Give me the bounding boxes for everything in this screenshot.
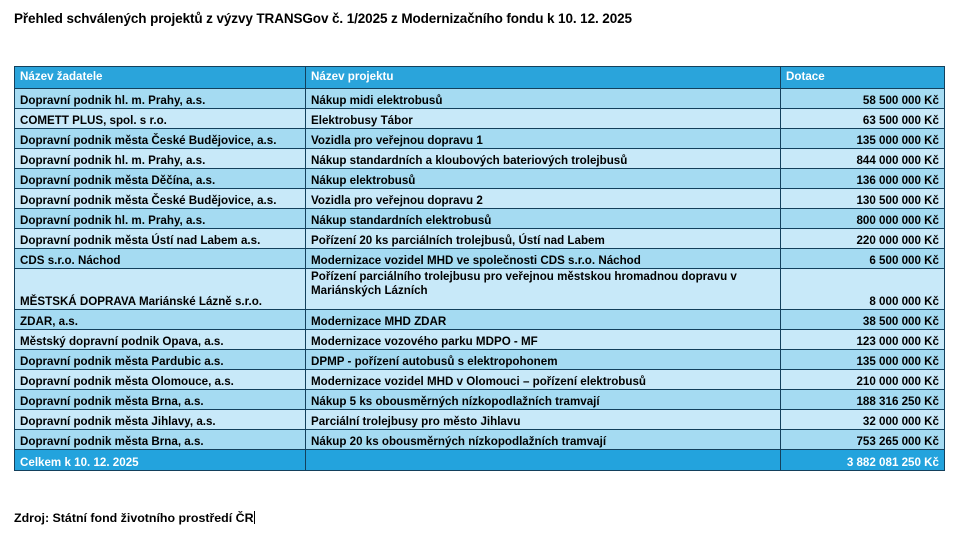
cell-total-label: Celkem k 10. 12. 2025: [15, 450, 306, 471]
cell-amount: 188 316 250 Kč: [781, 390, 945, 410]
cell-amount: 8 000 000 Kč: [781, 269, 945, 310]
cell-applicant: Dopravní podnik města Olomouce, a.s.: [15, 370, 306, 390]
cell-amount: 844 000 000 Kč: [781, 149, 945, 169]
cell-applicant: Dopravní podnik hl. m. Prahy, a.s.: [15, 89, 306, 109]
cell-applicant: Dopravní podnik hl. m. Prahy, a.s.: [15, 149, 306, 169]
cell-amount: 136 000 000 Kč: [781, 169, 945, 189]
table-row: [15, 310, 945, 330]
cell-amount: 32 000 000 Kč: [781, 410, 945, 430]
table-total-row: [15, 450, 945, 471]
cell-amount: 135 000 000 Kč: [781, 350, 945, 370]
cell-project: Elektrobusy Tábor: [306, 109, 781, 129]
table-row: [15, 189, 945, 209]
cell-project: Modernizace vozidel MHD v Olomouci – pořízení elektrobusů: [306, 370, 781, 390]
table-header: [15, 67, 945, 89]
cell-applicant: Dopravní podnik města Jihlavy, a.s.: [15, 410, 306, 430]
table-row: [15, 430, 945, 450]
table-row: [15, 109, 945, 129]
cell-applicant: MĚSTSKÁ DOPRAVA Mariánské Lázně s.r.o.: [15, 269, 306, 310]
cell-amount: 800 000 000 Kč: [781, 209, 945, 229]
cell-applicant: ZDAR, a.s.: [15, 310, 306, 330]
cell-amount: 123 000 000 Kč: [781, 330, 945, 350]
cell-project: Nákup 5 ks obousměrných nízkopodlažních tramvají: [306, 390, 781, 410]
cell-applicant: Dopravní podnik města Brna, a.s.: [15, 430, 306, 450]
table-row: [15, 370, 945, 390]
cell-project: Modernizace vozového parku MDPO - MF: [306, 330, 781, 350]
approved-projects-table: [14, 66, 945, 471]
cell-project: Pořízení 20 ks parciálních trolejbusů, Ústí nad Labem: [306, 229, 781, 249]
column-header-amount: Dotace: [781, 67, 945, 89]
cell-applicant: CDS s.r.o. Náchod: [15, 249, 306, 269]
cell-applicant: Dopravní podnik města České Budějovice, a.s.: [15, 129, 306, 149]
cell-project: Nákup 20 ks obousměrných nízkopodlažních tramvají: [306, 430, 781, 450]
table-row: [15, 410, 945, 430]
cell-amount: 6 500 000 Kč: [781, 249, 945, 269]
table-row: [15, 269, 945, 310]
cell-project: Nákup standardních elektrobusů: [306, 209, 781, 229]
page-title: Přehled schválených projektů z výzvy TRANSGov č. 1/2025 z Modernizačního fondu k 10. 12. 2025: [14, 11, 632, 26]
cell-applicant: Dopravní podnik města Brna, a.s.: [15, 390, 306, 410]
cell-amount: 63 500 000 Kč: [781, 109, 945, 129]
table-row: [15, 330, 945, 350]
cell-amount: 135 000 000 Kč: [781, 129, 945, 149]
cell-project: Pořízení parciálního trolejbusu pro veřejnou městskou hromadnou dopravu v Mariánských Lázních: [306, 269, 781, 310]
table-row: [15, 209, 945, 229]
table-row: [15, 249, 945, 269]
cell-project: Modernizace vozidel MHD ve společnosti CDS s.r.o. Náchod: [306, 249, 781, 269]
source-note: [14, 511, 255, 525]
cell-amount: 38 500 000 Kč: [781, 310, 945, 330]
table-row: [15, 129, 945, 149]
cell-project: Parciální trolejbusy pro město Jihlavu: [306, 410, 781, 430]
cell-amount: 753 265 000 Kč: [781, 430, 945, 450]
column-header-project: Název projektu: [306, 67, 781, 89]
table-header-row: [15, 67, 945, 89]
table-row: [15, 229, 945, 249]
cell-total-amount: 3 882 081 250 Kč: [781, 450, 945, 471]
table-row: [15, 169, 945, 189]
cell-project: Modernizace MHD ZDAR: [306, 310, 781, 330]
table-row: [15, 149, 945, 169]
cell-project: DPMP - pořízení autobusů s elektropohonem: [306, 350, 781, 370]
cell-project: Nákup midi elektrobusů: [306, 89, 781, 109]
cell-amount: 220 000 000 Kč: [781, 229, 945, 249]
cell-amount: 130 500 000 Kč: [781, 189, 945, 209]
source-note-text: Zdroj: Státní fond životního prostředí ČR: [14, 511, 254, 525]
table-row: [15, 89, 945, 109]
table-row: [15, 350, 945, 370]
text-caret: [254, 511, 255, 524]
cell-applicant: Dopravní podnik města Pardubic a.s.: [15, 350, 306, 370]
cell-project: Vozidla pro veřejnou dopravu 2: [306, 189, 781, 209]
cell-applicant: Městský dopravní podnik Opava, a.s.: [15, 330, 306, 350]
column-header-applicant: Název žadatele: [15, 67, 306, 89]
cell-applicant: Dopravní podnik města Ústí nad Labem a.s.: [15, 229, 306, 249]
table-body: [15, 89, 945, 471]
table-row: [15, 390, 945, 410]
cell-project: Vozidla pro veřejnou dopravu 1: [306, 129, 781, 149]
cell-applicant: Dopravní podnik hl. m. Prahy, a.s.: [15, 209, 306, 229]
cell-amount: 58 500 000 Kč: [781, 89, 945, 109]
cell-applicant: COMETT PLUS, spol. s r.o.: [15, 109, 306, 129]
cell-applicant: Dopravní podnik města České Budějovice, a.s.: [15, 189, 306, 209]
cell-project: Nákup elektrobusů: [306, 169, 781, 189]
cell-project: Nákup standardních a kloubových bateriových trolejbusů: [306, 149, 781, 169]
cell-amount: 210 000 000 Kč: [781, 370, 945, 390]
cell-applicant: Dopravní podnik města Děčína, a.s.: [15, 169, 306, 189]
cell-total-project: [306, 450, 781, 471]
